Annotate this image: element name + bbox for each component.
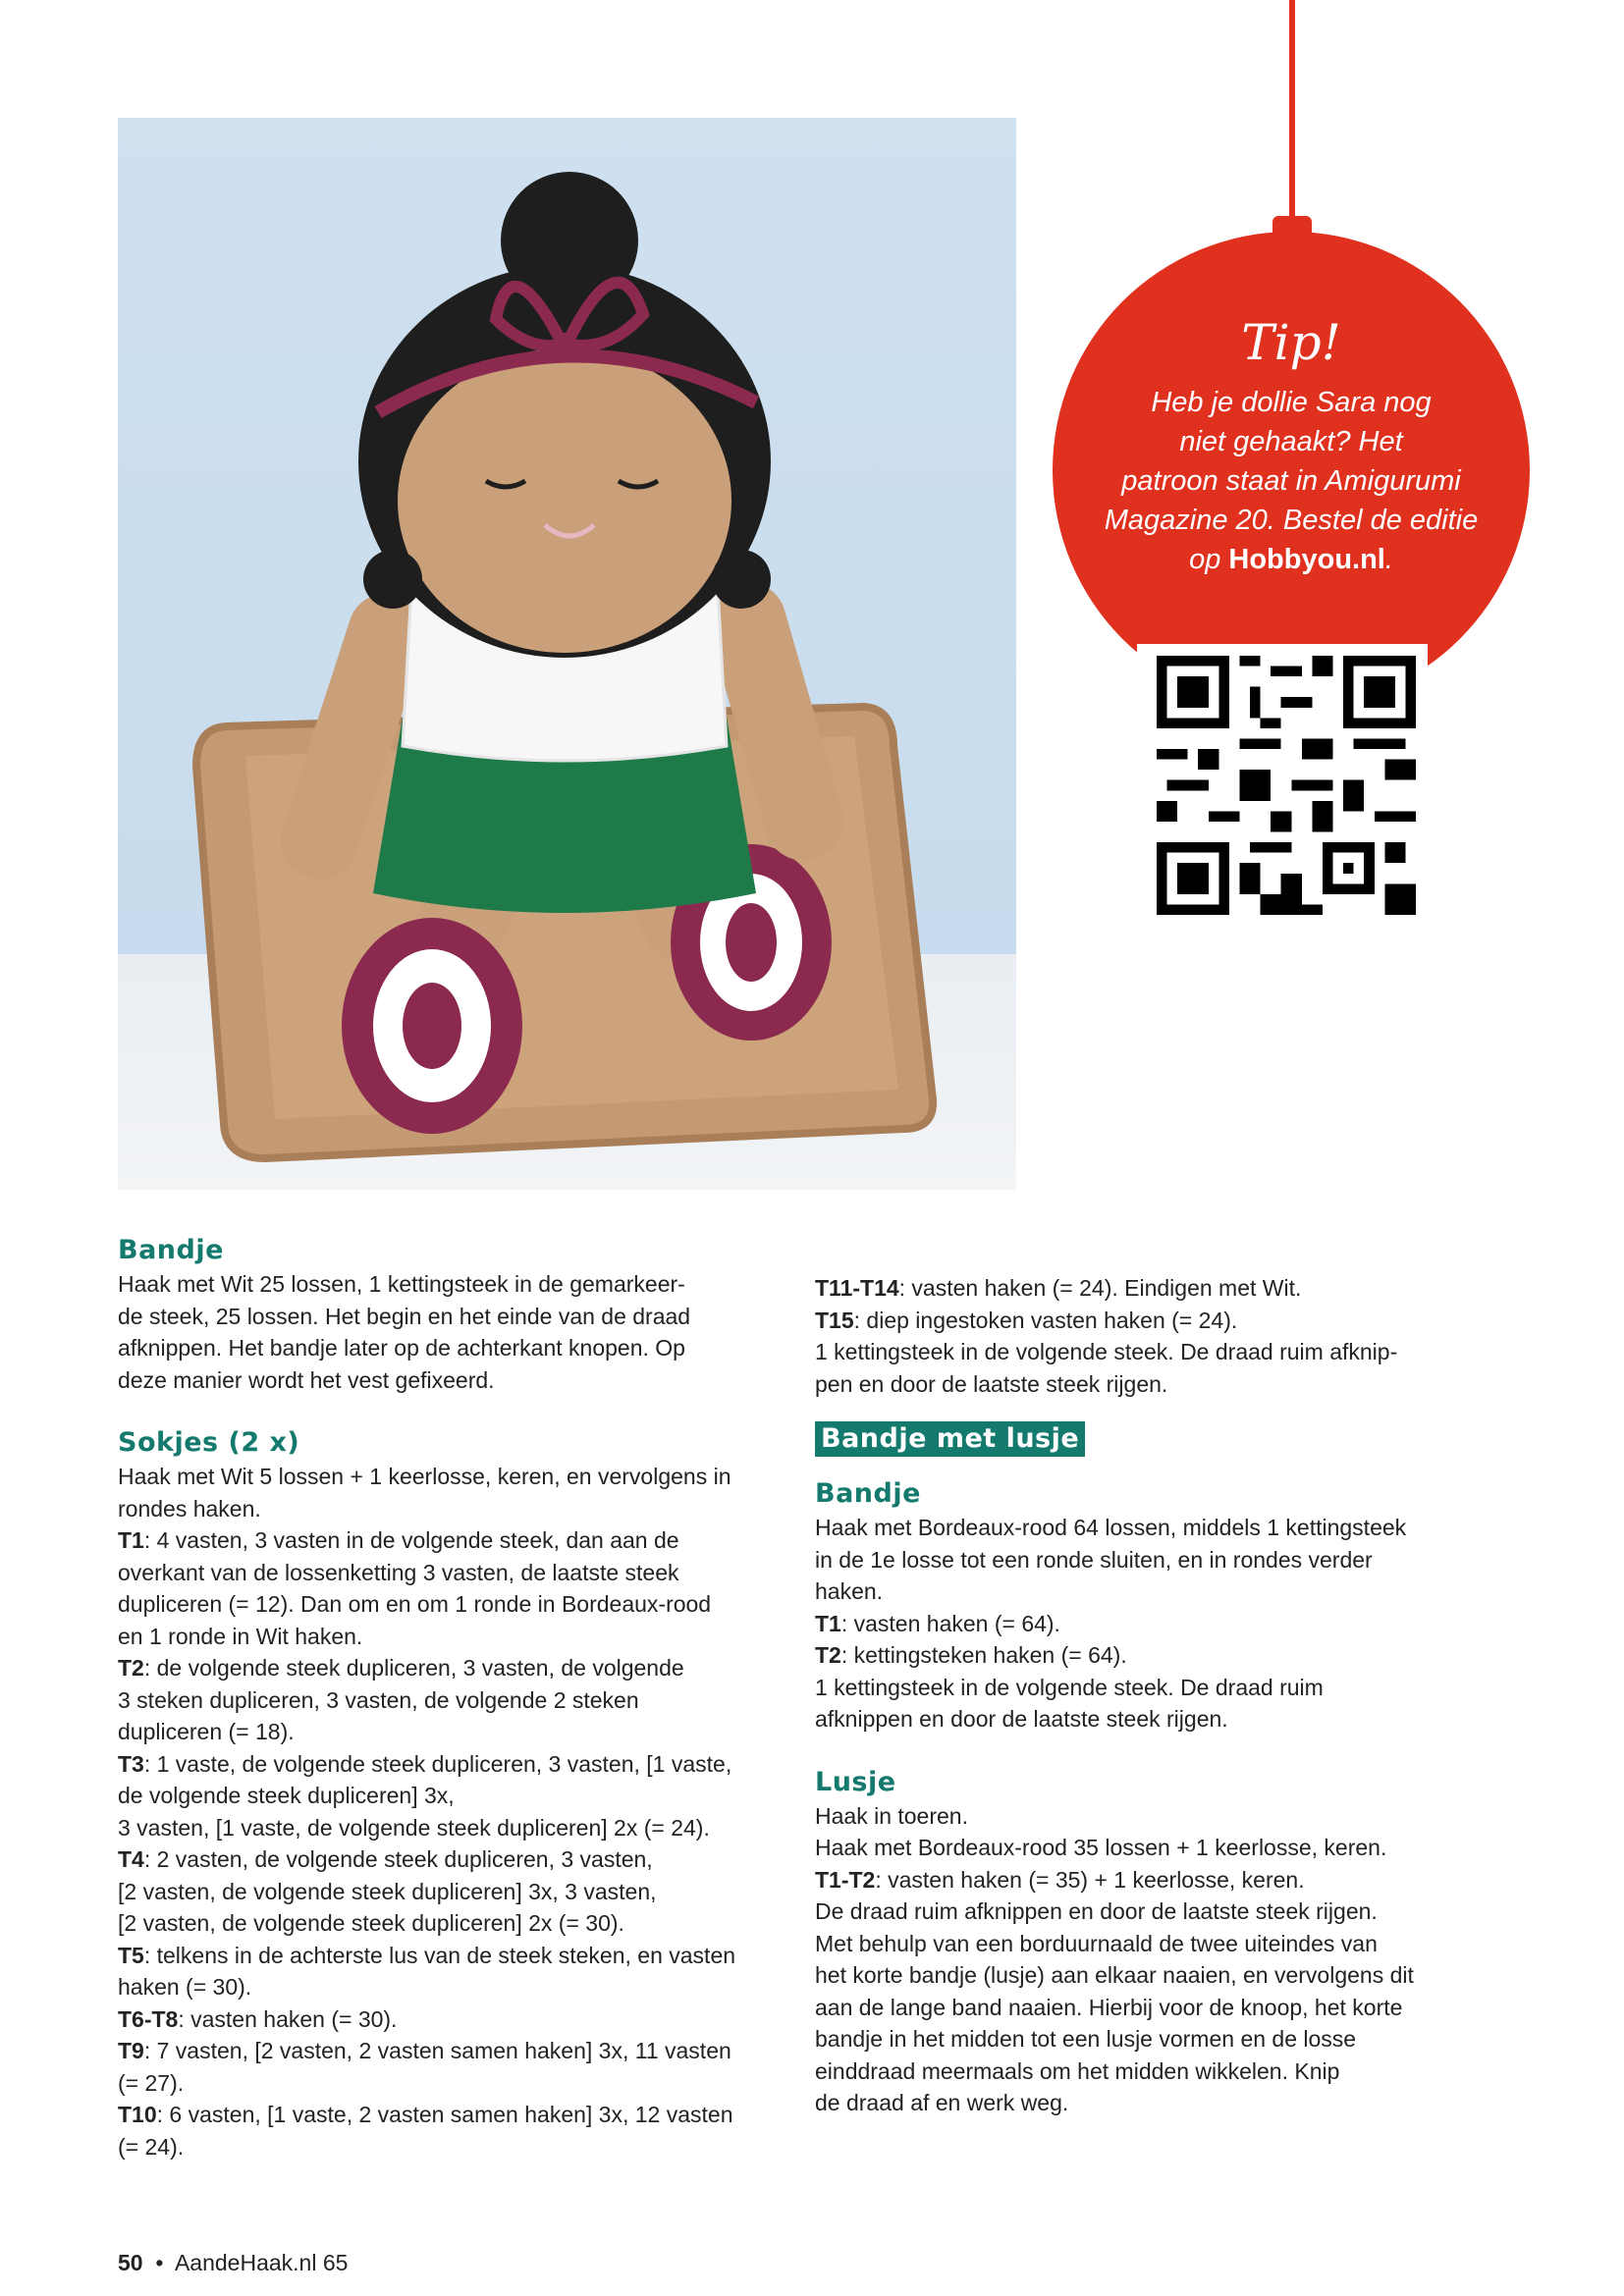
row-t1-t2: T1-T2: vasten haken (= 35) + 1 keerlosse, keren.	[815, 1866, 1305, 1893]
row-r-t2: T2: kettingsteken haken (= 64).	[815, 1642, 1127, 1668]
section-banner: Bandje met lusje	[815, 1421, 1085, 1457]
row-t15: T15: diep ingestoken vasten haken (= 24).	[815, 1307, 1238, 1333]
right-column: T11-T14: vasten haken (= 24). Eindigen met Wit. T15: diep ingestoken vasten haken (= 24). 1 kettingsteek in de volgende steek. De draad ruim afknip- pen en door de laatste steek rijgen. Bandje met lusje Bandje Haak met Bordeaux-rood 64 lossen, middels 1 kettingsteek in de 1e losse tot een ronde sluiten, en in rondes verder haken. T1: vasten haken (= 64). T2: kettingsteken haken (= 64). 1 kettingsteek in de volgende steek. De draad ruim afknippen en door de laatste steek rijgen. Lusje Haak in toeren. Haak met Bordeaux-rood 35 lossen + 1 keerlosse, keren. T1-T2: vasten haken (= 35) + 1 keerlosse, keren. De draad ruim afknippen en door de laatste steek rijgen. Met behulp van een borduurnaald de twee uiteindes van het korte bandje (lusje) aan elkaar naaien, en vervolgens dit aan de lange band naaien. Hierbij voor de knoop, het korte bandje in het midden tot een lusje vormen en de losse einddraad meermaals om het midden wikkelen. Knip de draad af en werk weg.	[815, 1272, 1502, 2119]
row-t11-t14: T11-T14: vasten haken (= 24). Eindigen met Wit.	[815, 1275, 1302, 1301]
ornament-string	[1289, 0, 1295, 224]
row-r-t1: T1: vasten haken (= 64).	[815, 1610, 1060, 1636]
magazine-name: AandeHaak.nl 65	[174, 2250, 349, 2275]
row-t5: T5: telkens in de achterste lus van de steek steken, en vasten	[118, 1942, 736, 1968]
qr-code-icon[interactable]	[1157, 656, 1416, 915]
footer-separator: •	[155, 2250, 164, 2275]
row-t6-t8: T6-T8: vasten haken (= 30).	[118, 2005, 398, 2032]
row-t10: T10: 6 vasten, [1 vaste, 2 vasten samen haken] 3x, 12 vasten	[118, 2102, 733, 2127]
heading-lusje: Lusje	[815, 1766, 896, 1797]
page-footer	[118, 2250, 348, 2276]
doll-illustration	[118, 118, 1016, 1190]
row-t4: T4: 2 vasten, de volgende steek dupliceren, 3 vasten,	[118, 1846, 653, 1872]
heading-bandje: Bandje	[118, 1235, 224, 1265]
row-t2: T2: de volgende steek dupliceren, 3 vasten, de volgende	[118, 1655, 684, 1681]
left-column: Bandje Haak met Wit 25 lossen, 1 kettingsteek in de gemarkeer- de steek, 25 lossen. Het begin en het einde van de draad afknippen. Het bandje later op de achterkant knopen. Op deze manier wordt het vest gefixeerd. Sokjes (2 x) Haak met Wit 5 lossen + 1 keerlosse, keren, en vervolgens in rondes haken. T1: 4 vasten, 3 vasten in de volgende steek, dan aan de overkant van de lossenketting 3 vasten, de laatste steek dupliceren (= 12). Dan om en om 1 ronde in Bordeaux-rood en 1 ronde in Wit haken. T2: de volgende steek dupliceren, 3 vasten, de volgende 3 steken dupliceren, 3 vasten, de volgende 2 steken dupliceren (= 18). T3: 1 vaste, de volgende steek dupliceren, 3 vasten, [1 vaste, de volgende steek dupliceren] 3x, 3 vasten, [1 vaste, de volgende steek dupliceren] 2x (= 24). T4: 2 vasten, de volgende steek dupliceren, 3 vasten, [2 vasten, de volgende steek dupliceren] 3x, 3 vasten, [2 vasten, de volgende steek dupliceren] 2x (= 30). T5: telkens in de achterste lus van de steek steken, en vasten haken (= 30). T6-T8: vasten haken (= 30). T9: 7 vasten, [2 vasten, 2 vasten samen haken] 3x, 11 vasten (= 27). T10: 6 vasten, [1 vaste, 2 vasten samen haken] 3x, 12 vasten (= 24).	[118, 1233, 795, 2163]
tip-text: Heb je dollie Sara nog niet gehaakt? Het patroon staat in Amigurumi Magazine 20. Bestel de editie op Hobbyou.nl.	[1104, 387, 1479, 575]
row-t3: T3: 1 vaste, de volgende steek dupliceren, 3 vasten, [1 vaste,	[118, 1750, 732, 1777]
page-number: 50	[118, 2250, 143, 2275]
heading-sokjes: Sokjes (2 x)	[118, 1427, 300, 1458]
hobbyou-link[interactable]: Hobbyou.nl	[1228, 544, 1385, 575]
row-t9: T9: 7 vasten, [2 vasten, 2 vasten samen haken] 3x, 11 vasten	[118, 2038, 731, 2063]
heading-bandje-2: Bandje	[815, 1478, 921, 1509]
tip-title: Tip!	[1241, 314, 1341, 371]
doll-photo	[118, 118, 1016, 1190]
row-t1: T1: 4 vasten, 3 vasten in de volgende steek, dan aan de	[118, 1527, 679, 1553]
